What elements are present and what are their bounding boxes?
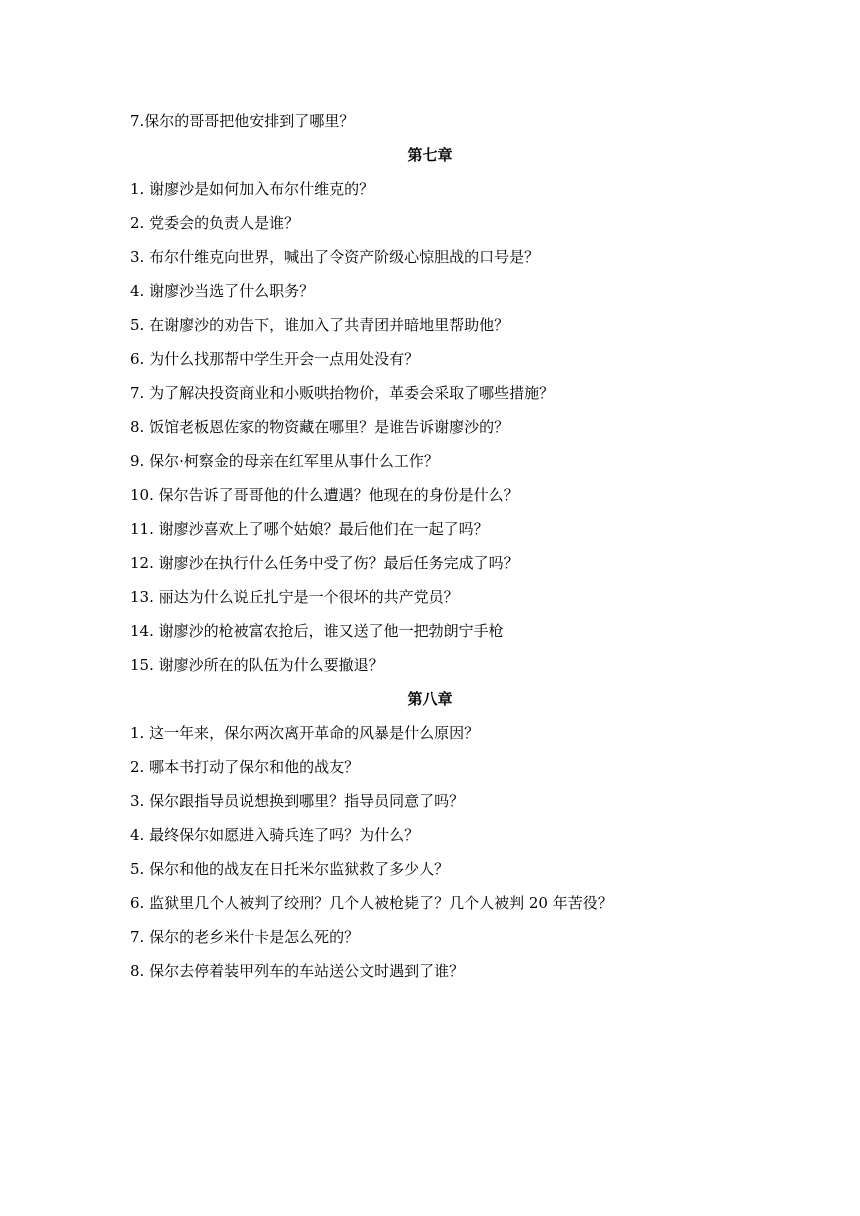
chapter-heading-7: 第七章 <box>407 146 453 164</box>
intro-question: 7.保尔的哥哥把他安排到了哪里？ <box>130 112 355 130</box>
list-item: 7. 保尔的老乡米什卡是怎么死的？ <box>130 928 360 946</box>
list-item: 11. 谢廖沙喜欢上了哪个姑娘？最后他们在一起了吗？ <box>130 520 489 538</box>
list-item: 3. 保尔跟指导员说想换到哪里？指导员同意了吗？ <box>130 792 465 810</box>
list-item: 8. 饭馆老板恩佐家的物资藏在哪里？是谁告诉谢廖沙的？ <box>130 418 510 436</box>
list-item: 6. 为什么找那帮中学生开会一点用处没有？ <box>130 350 420 368</box>
list-item: 9. 保尔·柯察金的母亲在红军里从事什么工作？ <box>130 452 439 470</box>
list-item: 2. 哪本书打动了保尔和他的战友？ <box>130 758 360 776</box>
list-item: 5. 保尔和他的战友在日托米尔监狱救了多少人？ <box>130 860 450 878</box>
question-list <box>130 104 730 988</box>
list-item: 10. 保尔告诉了哥哥他的什么遭遇？他现在的身份是什么？ <box>130 486 519 504</box>
list-item: 6. 监狱里几个人被判了绞刑？几个人被枪毙了？几个人被判 20 年苦役？ <box>130 894 613 912</box>
list-item: 3. 布尔什维克向世界，喊出了令资产阶级心惊胆战的口号是？ <box>130 248 540 266</box>
list-item: 7. 为了解决投资商业和小贩哄抬物价，革委会采取了哪些措施？ <box>130 384 555 402</box>
list-item: 12. 谢廖沙在执行什么任务中受了伤？最后任务完成了吗？ <box>130 554 519 572</box>
list-item: 14. 谢廖沙的枪被富农抢后，谁又送了他一把勃朗宁手枪 <box>130 622 504 640</box>
list-item: 8. 保尔去停着装甲列车的车站送公文时遇到了谁？ <box>130 962 465 980</box>
list-item: 2. 党委会的负责人是谁？ <box>130 214 300 232</box>
list-item: 15. 谢廖沙所在的队伍为什么要撤退？ <box>130 656 384 674</box>
list-item: 1. 这一年来，保尔两次离开革命的风暴是什么原因？ <box>130 724 480 742</box>
list-item: 5. 在谢廖沙的劝告下，谁加入了共青团并暗地里帮助他？ <box>130 316 510 334</box>
chapter-heading-8: 第八章 <box>407 690 453 708</box>
list-item: 4. 最终保尔如愿进入骑兵连了吗？为什么？ <box>130 826 420 844</box>
list-item: 1. 谢廖沙是如何加入布尔什维克的？ <box>130 180 375 198</box>
list-item: 4. 谢廖沙当选了什么职务？ <box>130 282 315 300</box>
list-item: 13. 丽达为什么说丘扎宁是一个很坏的共产党员？ <box>130 588 459 606</box>
